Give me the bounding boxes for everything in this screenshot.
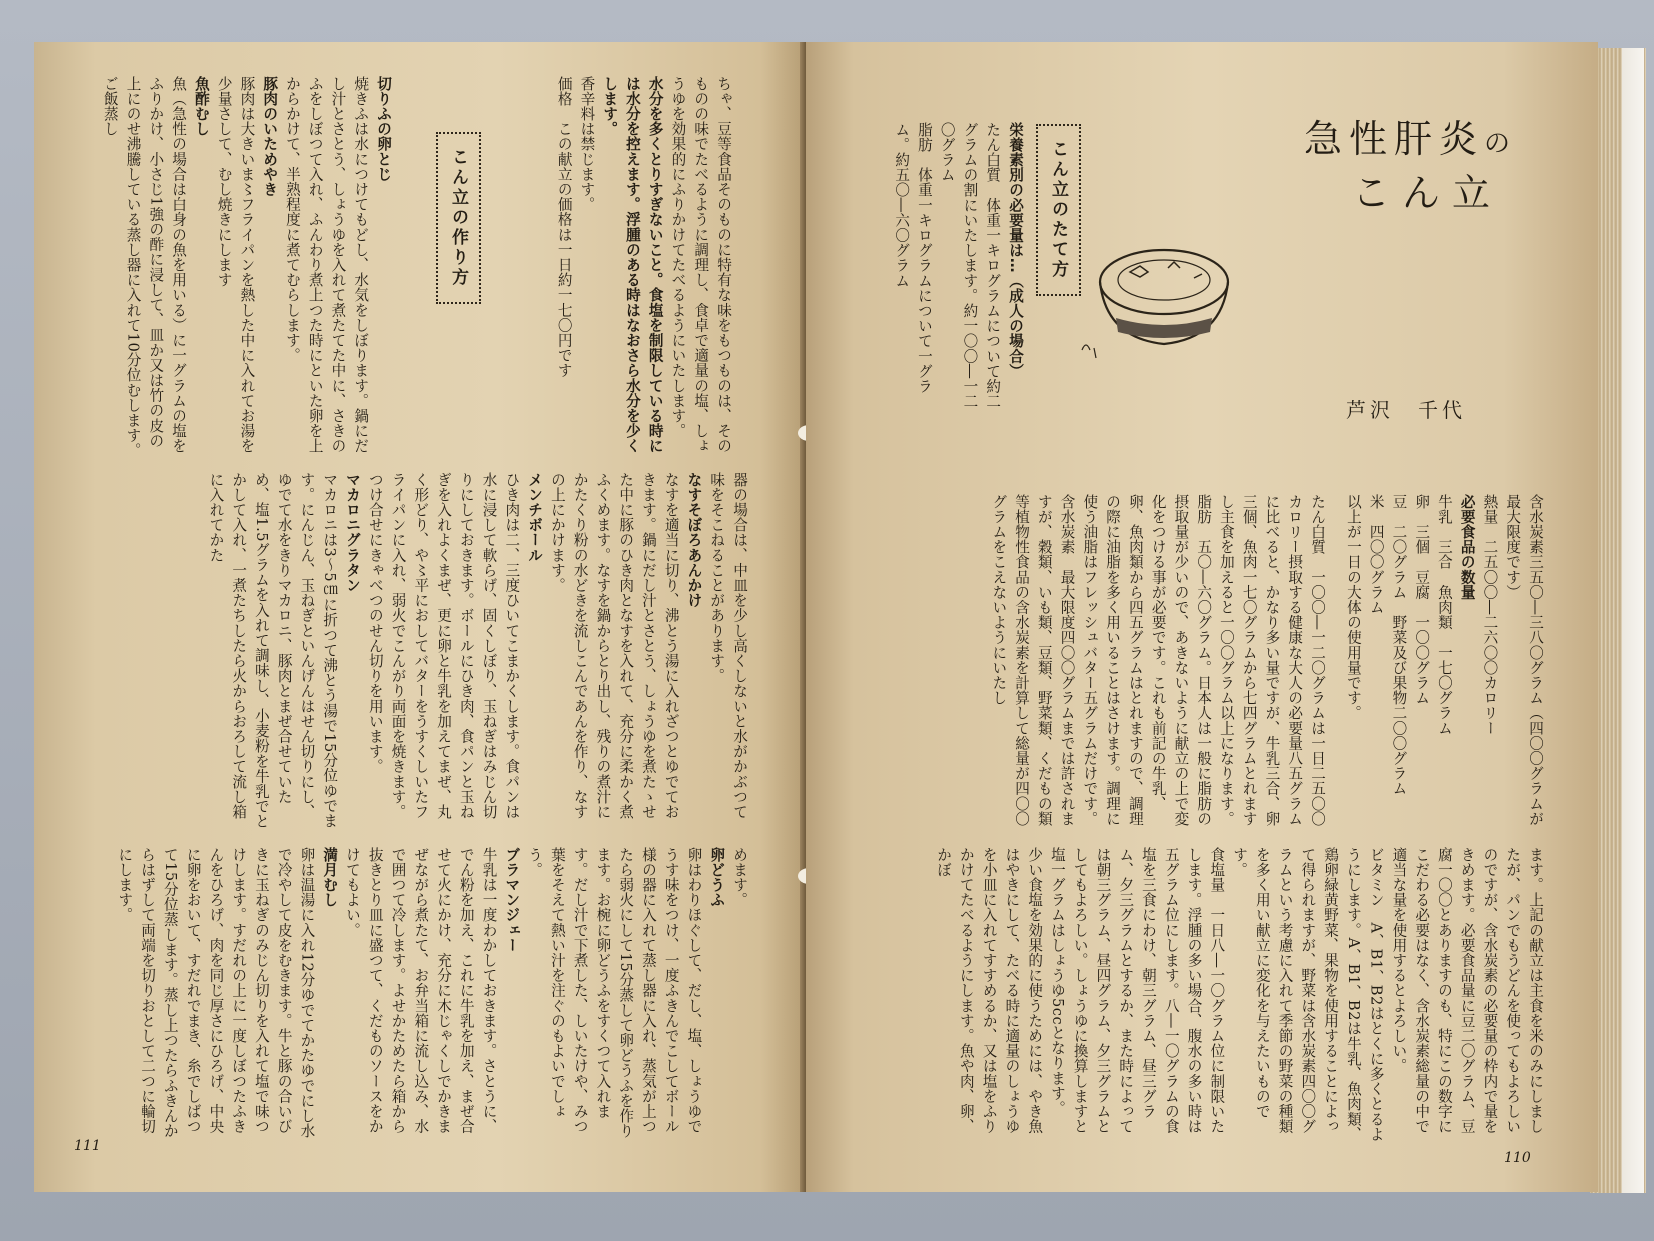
paragraph: 少い食塩を効果的に使うためには、やき魚はやきにして、たべる時に適量のしょうゆを小皿に入れてすすめるか、又は塩をふりかけてたべるようにします。魚や肉、卵、かぼ xyxy=(935,847,1044,1134)
paragraph: 豆 二〇グラム 野菜及び果物二〇〇グラム xyxy=(1390,494,1408,796)
paragraph: なすを適当に切り、沸とう湯に入れざつとゆでておきます。鍋にだし汁とさとう、しょうゆを煮たゝせた中に豚のひき肉となすを入れて、充分に柔かく煮ふくめます。なすを鍋からとり出し、残りの煮汁にかたくり粉の水どきを流しこんであんを作り、なすの上にかけます。 xyxy=(548,472,680,820)
paragraph: めます。 xyxy=(731,847,748,908)
article-title xyxy=(1304,108,1517,163)
right-col-nutrition xyxy=(1340,494,1546,830)
paragraph: 脂肪 五〇―六〇グラム。日本人は一般に脂肪の摂取量が少いので、あきないように献立の上で変化をつける事が必要です。これも前記の牛乳、卵、魚肉類から四五グラムはとれますので、調理の際に油脂を多く用いることはさけます。調理に使う油脂はフレッシュバター五グラムだけです。 xyxy=(1081,494,1213,827)
paragraph: 魚（急性の場合は白身の魚を用いる）に一グラムの塩をふりかけ、小さじ1強の酢に浸して、皿か又は竹の皮の上にのせ沸騰している蒸し器に入れて10分位むします。ご飯蒸し xyxy=(101,76,188,458)
page-number: 111 xyxy=(74,1138,101,1154)
heading: 必要食品の数量 xyxy=(1458,494,1476,600)
bowl-illustration xyxy=(1076,220,1246,370)
paragraph: 含水炭素 最大限度四〇〇グラムまでは許されますが、穀類、いも類、豆類、野菜類、くだもの類等植物性食品の含水炭素を計算して総量が四〇〇グラムをこえないようにいたし xyxy=(990,494,1076,827)
heading: 豚肉のいためやき xyxy=(261,76,279,197)
article-title-line2: こん立 xyxy=(1352,171,1503,215)
back-cover-edge xyxy=(1622,48,1644,1193)
paragraph: 香辛料は禁じます。 xyxy=(578,76,596,212)
heading: メンチボール xyxy=(526,472,544,563)
right-col-vitamins-salt xyxy=(846,847,1546,1147)
paragraph: 価格 この献立の価格は一日約一七〇円です xyxy=(555,76,573,378)
heading: 切りふの卵とじ xyxy=(375,76,392,182)
heading: 栄養素別の必要量は…（成人の場合） xyxy=(1007,122,1024,379)
right-page xyxy=(806,42,1598,1192)
title-suffix: の xyxy=(1484,129,1518,159)
paragraph: 器の場合は、中皿を少し高くしないと水がかぶつて味をそこねることがあります。 xyxy=(708,472,748,820)
paragraph: 牛乳は一度わかしておきます。さとうに、でん粉を加え、これに牛乳を加え、まぜ合せて火にかけ、充分に木じゃくしでかきまぜながら煮たて、お弁当箱に流し込み、水で囲つて冷します。よせかためたら箱から抜きとり皿に盛つて、くだものソースをかけてもよい。 xyxy=(343,847,498,1134)
heading: 満月むし xyxy=(321,847,339,908)
heading: ブラマンジェー xyxy=(503,847,521,953)
paragraph: 食塩量 一日八―一〇グラム位に制限いたします。浮腫の多い場合、腹水の多い時は五グラム位にします。八―一〇グラムの食塩を三食にわけ、朝三グラム、昼三グラム、夕三グラムとするか、また時によっては朝三グラム、昼四グラム、夕三グラムとしてもよろしい。しょうゆに換算しますと塩一グラムはしょうゆ5ccとなります。 xyxy=(1048,847,1226,1134)
paragraph: 豚肉は大きいま〻フライパンを熱した中に入れてお湯を少量さして、むし焼きにします xyxy=(215,76,256,454)
right-top-col xyxy=(840,122,1026,422)
left-page xyxy=(34,42,806,1192)
heading: 水分を多くとりすぎないこと。食塩を制限している時には水分を控えます。浮腫のある時はなおさら水分を少くします。 xyxy=(601,76,664,454)
paragraph: 含水炭素三五〇―三八〇グラム（四〇〇グラムが最大限度です） xyxy=(1504,494,1544,827)
left-top-col-b xyxy=(54,76,394,461)
page-number: 110 xyxy=(1504,1150,1531,1166)
heading: なすそぼろあんかけ xyxy=(685,472,703,608)
paragraph: 米 四〇〇グラム xyxy=(1367,494,1385,615)
heading: 魚酢むし xyxy=(192,76,210,137)
box-title: こん立のたて方 xyxy=(1036,124,1081,296)
left-bottom-col-b xyxy=(60,847,750,1147)
paragraph: 脂肪 体重一キログラムについて一グラム。約五〇―六〇グラム xyxy=(893,122,933,394)
heading: 卵どうふ xyxy=(708,847,726,908)
paragraph: 以上が一日の大体の使用量です。 xyxy=(1344,494,1362,721)
paragraph: ビタミン A、B1、B2はとくに多くとるようにします。A、B1、B2は牛乳、魚肉類、鶏卵緑黄野菜、果物を使用することによって得られますが、野菜は含水炭素四〇〇グラムという考慮に入れて季節の野菜の種類を多く用い献立に変化を与えたいものです。 xyxy=(1231,847,1385,1142)
paragraph: 焼きふは水につけてもどし、水気をしぼります。鍋にだし汁とさとう、しょうゆを入れて煮たてた中に、さきのふをしぼつて入れ、ふんわり煮上つた時にといた卵を上からかけて、半熟程度に煮てむらします。 xyxy=(283,76,370,454)
paragraph: たん白質 体重一キログラムについて約二グラムの割にいたします。約一〇〇―一二〇グラム xyxy=(938,122,1002,409)
paragraph: 卵は温湯に入れ12分ゆでてかたゆでにし水で冷やして皮をむきます。牛と豚の合いびきに玉ねぎのみじん切りを入れて塩で味つけします。すだれの上に一度しぼつたふきんをひろげ、肉を同じ厚さにひろげ、中央に卵をおいて、すだれでまき、糸でしばつて15分位蒸します。蒸し上つたらふきんからはずして両端を切りおとして二つに輪切にします。 xyxy=(116,847,316,1139)
box-title: こん立の作り方 xyxy=(436,132,481,304)
paragraph: ちゃ、豆等食品そのものに特有な味をもつものは、そのものの味でたべるように調理し、食卓で適量の塩、しょうゆを効果的にふりかけてたべるようにいたします。 xyxy=(669,76,732,454)
paragraph: ひき肉は二、三度ひいてこまかくします。食パンは水に浸して軟らげ、固くしぼり、玉ねぎはみじん切りにしておきます。ボールにひき肉、食パンと玉ねぎを入れよくまぜ、更に卵と牛乳を加えてまぜ、丸く形どり、や〻平におしてバターをうすくしいたフライパンに入れ、弱火でこんがり両面を焼きます。つけ合せにきゃべつのせん切りを用います。 xyxy=(366,472,521,820)
right-col-protein-fat xyxy=(844,494,1328,830)
author-name: 芦沢 千代 xyxy=(1346,398,1466,422)
title-line1: 急性肝炎 xyxy=(1304,117,1485,161)
paragraph: 牛乳 三合 魚肉類 一七〇グラム xyxy=(1435,494,1453,736)
paragraph: たん白質 一〇〇―一二〇グラムは一日二五〇〇カロリー摂取する健康な大人の必要量八五グラムに比べると、かなり多い量ですが、牛乳三合、卵三個、魚肉一七〇グラムから七四グラムとれますし主食を加えると一〇〇グラム以上になります。 xyxy=(1217,494,1326,827)
paragraph: 卵 三個 豆腐 一〇〇グラム xyxy=(1413,494,1431,706)
left-bottom-col-a xyxy=(60,472,750,832)
paragraph: マカロニは3～5㎝に折つて沸とう湯で15分位ゆでます。にんじん、玉ねぎといんげんはせん切りにし、ゆでて水をきりマカロニ、豚肉とまぜ合せていため、塩1.5グラムを入れて調味し、小麦粉を牛乳でとかして入れ、一煮たちしたら火からおろして流し箱に入れてかた xyxy=(207,472,339,829)
paragraph: 熱量 二五〇〇―二六〇〇カロリー xyxy=(1481,494,1499,736)
heading: マカロニグラタン xyxy=(343,472,361,593)
paragraph: ます。上記の献立は主食を米のみにしましたが、パンでもうどんを使ってもよろしいのですが、含水炭素の必要量の枠内で量をきめます。必要食品量に豆二〇グラム、豆腐一〇〇とありますのも、特にこの数字にこだわる必要はなく、含水炭素総量の中で適当な量を使用するとよろしい。 xyxy=(1390,847,1544,1134)
paragraph: 卵はわりほぐして、だし、塩、しょうゆでうす味をつけ、一度ふきんでこしてボール様の器に入れて蒸し器に入れ、蒸気が上つたら弱火にして15分蒸して卵どうふを作ります。お椀に卵どうふをすくつて入れます。だし汁で下煮した、しいたけや、みつ葉をそえて熱い汁を注ぐのもよいでしょう。 xyxy=(526,847,703,1139)
